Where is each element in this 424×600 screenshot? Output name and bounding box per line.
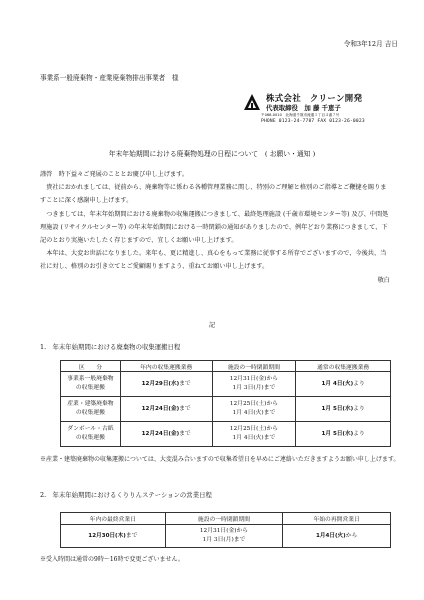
letter-body xyxy=(40,168,390,287)
row-category: ダンボール・古紙 の収集運搬 xyxy=(61,422,121,447)
header-resume: 通常の収集運搬業務 xyxy=(296,361,391,372)
header-closure: 施設の一時閉鎖期間 xyxy=(212,361,296,372)
greeting: 謹啓 時下益々ご発展のこととお慶び申し上げます。 xyxy=(40,171,189,178)
closing-keigu: 敬白 xyxy=(377,276,390,284)
row-year-end: 12月29日(水)まで xyxy=(120,372,212,397)
header-year-end: 年内の収集運搬業務 xyxy=(120,361,212,372)
header-last-day: 年内の最終営業日 xyxy=(61,513,166,525)
row-reopen: 1月4日(火)から xyxy=(283,525,391,548)
table-row xyxy=(61,525,391,548)
company-name: 株式会社 クリーン開発 xyxy=(266,93,363,103)
section-2-title: 2. 年末年始期間におけるくりりんステーションの営業日程 xyxy=(40,491,212,499)
row-last-day: 12月30日(木)まで xyxy=(61,525,166,548)
header-category: 区 分 xyxy=(61,361,121,372)
header-reopen: 年始の再開営業日 xyxy=(283,513,391,525)
table-row xyxy=(61,372,391,397)
paragraph-2: つきましては、年末年始期間における廃棄物の収集運搬につきまして、最終処理施設 (千歳市環境センター等) 及び、中間処理施設 (リサイクルセンター等) の年末年始期間における一時閉鎖の通知がありましたので、例年どおり業務につきまして、下記のとおり実施いたしたく存じますので、宜しくお願い申し上げます。 xyxy=(40,210,389,245)
issue-date: 令和3年12月 吉日 xyxy=(343,40,398,48)
collection-schedule-table xyxy=(60,360,391,447)
row-category: 産業・建築廃棄物 の収集運搬 xyxy=(61,397,121,422)
company-address: 〒068-0010 北海道千歳市流通１丁目４番７号 xyxy=(261,113,340,117)
row-resume: 1月 5日(水)より xyxy=(296,422,391,447)
section-1-note: ※産業・建築廃棄物の収集運搬については、大変混み合いますので収集希望日を早めにご連絡いただきますようお願い申し上げます。 xyxy=(40,456,400,463)
row-resume: 1月 5日(水)より xyxy=(296,397,391,422)
table-row xyxy=(61,397,391,422)
recipient: 事業系一般廃棄物・産業廃棄物排出事業者 様 xyxy=(40,74,179,82)
table-header-row xyxy=(61,361,391,372)
table-row xyxy=(61,422,391,447)
row-year-end: 12月24日(金)まで xyxy=(120,422,212,447)
representative: 代表取締役 加 藤 千恵子 xyxy=(266,104,341,112)
row-closure: 12月25日(土)から 1月 4日(火)まで xyxy=(212,397,296,422)
header-closure: 施設の一時閉鎖期間 xyxy=(165,513,283,525)
row-closure: 12月31日(金)から 1月 3日(月)まで xyxy=(165,525,283,548)
station-schedule-table xyxy=(60,512,391,548)
row-category: 事業系一般廃棄物 の収集運搬 xyxy=(61,372,121,397)
company-logo-icon xyxy=(243,93,261,111)
subject-title: 年末年始期間における廃棄物処理の日程について ( お願い・通知 ) xyxy=(108,150,316,158)
row-year-end: 12月24日(金)まで xyxy=(120,397,212,422)
ki-marker: 記 xyxy=(208,322,216,329)
row-closure: 12月25日(土)から 1月 4日(火)まで xyxy=(212,422,296,447)
sender-block xyxy=(243,92,403,132)
table-header-row xyxy=(61,513,391,525)
company-phone: PHONE 0123-24-7787 FAX 0123-26-0023 xyxy=(261,119,365,124)
row-resume: 1月 4日(火)より xyxy=(296,372,391,397)
paragraph-1: 貴社におかれましては、従前から、廃棄物等に係わる各種管理業務に関し、特別のご理解と格別のご指導とご鞭撻を賜りますことに深く感謝申し上げます。 xyxy=(40,184,387,205)
section-2-note: ※受入時間は通常の9時～16時で変更ございません。 xyxy=(40,556,184,563)
paragraph-3: 本年は、大変お世話になりました。来年も、更に精進し、真心をもって業務に従事する所存でございますので、今後共、当社に対し、格別のお引き立てとご愛顧賜りますよう、重ねてお願い申し上げます。 xyxy=(40,250,387,271)
row-closure: 12月31日(金)から 1月 3日(月)まで xyxy=(212,372,296,397)
section-1-title: 1. 年末年始期間における廃棄物の収集運搬日程 xyxy=(40,343,181,351)
